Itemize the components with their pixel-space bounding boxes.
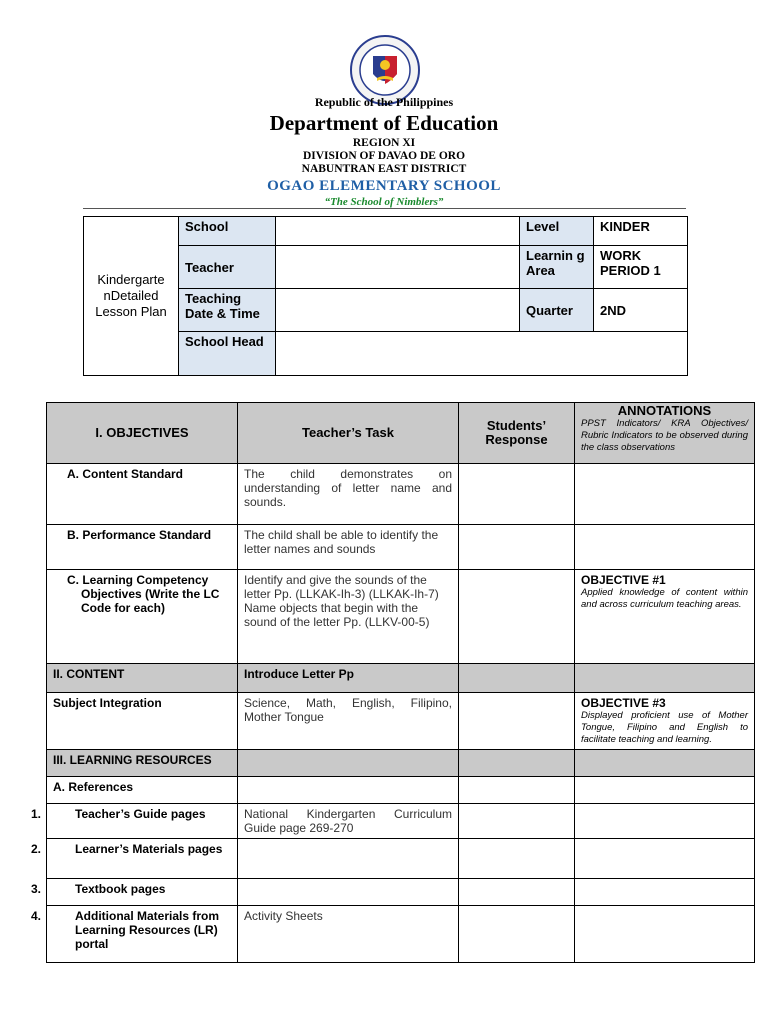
subject-integration-task: Science, Math, English, Filipino, Mother Tongue bbox=[238, 693, 459, 750]
performance-standard-annotation[interactable] bbox=[575, 525, 755, 570]
content-standard-label: A. Content Standard bbox=[47, 464, 238, 525]
table-row bbox=[47, 693, 755, 750]
table-row bbox=[47, 525, 755, 570]
learners-materials-label: 2. Learner’s Materials pages bbox=[47, 839, 238, 879]
teaching-date-field[interactable] bbox=[276, 289, 520, 332]
subject-integration-response[interactable] bbox=[459, 693, 575, 750]
objective-1-title: OBJECTIVE #1 bbox=[581, 573, 666, 587]
textbook-pages-annotation[interactable] bbox=[575, 879, 755, 906]
competency-task-1: Identify and give the sounds of the letter Pp. (LLKAK-Ih-3) (LLKAK-Ih-7) bbox=[244, 573, 439, 601]
level-label: Level bbox=[520, 217, 594, 246]
table-row bbox=[47, 804, 755, 839]
learning-resources-task bbox=[238, 750, 459, 777]
district-text: NABUNTRAN EAST DISTRICT bbox=[301, 163, 467, 175]
annotations-header bbox=[575, 403, 755, 464]
references-task[interactable] bbox=[238, 777, 459, 804]
references-annotation[interactable] bbox=[575, 777, 755, 804]
learners-materials-annotation[interactable] bbox=[575, 839, 755, 879]
republic-text: Republic of the Philippines bbox=[314, 95, 454, 109]
table-row bbox=[47, 906, 755, 963]
department-title: Department of Education bbox=[269, 111, 499, 135]
teacher-field[interactable] bbox=[276, 246, 520, 289]
teachers-guide-task: National Kindergarten Curriculum Guide page 269-270 bbox=[238, 804, 459, 839]
quarter-label: Quarter bbox=[520, 289, 594, 332]
performance-standard-label: B. Performance Standard bbox=[47, 525, 238, 570]
learning-competency-task bbox=[238, 570, 459, 664]
objective-3-title: OBJECTIVE #3 bbox=[581, 696, 666, 710]
learning-resources-response bbox=[459, 750, 575, 777]
performance-standard-task: The child shall be able to identify the letter names and sounds bbox=[238, 525, 459, 570]
table-header-row bbox=[47, 403, 755, 464]
objective-1-text: Applied knowledge of content within and across curriculum teaching areas. bbox=[581, 587, 748, 610]
learning-resources-label: III. LEARNING RESOURCES bbox=[47, 750, 238, 777]
table-row bbox=[47, 777, 755, 804]
school-head-field[interactable] bbox=[276, 332, 688, 376]
info-table bbox=[83, 216, 688, 376]
school-name: OGAO ELEMENTARY SCHOOL bbox=[267, 178, 501, 194]
content-section-task: Introduce Letter Pp bbox=[238, 664, 459, 693]
teaching-date-label: Teaching Date & Time bbox=[179, 289, 276, 332]
lesson-plan-title: Kindergarte nDetailed Lesson Plan bbox=[84, 217, 179, 376]
region-text: REGION XI bbox=[352, 137, 416, 149]
competency-task-2: Name objects that begin with the sound of the letter Pp. (LLKV-00-5) bbox=[244, 601, 430, 629]
level-value: KINDER bbox=[594, 217, 688, 246]
additional-materials-label: 4. Additional Materials from Learning Resources (LR) portal bbox=[47, 906, 238, 963]
subject-integration-label: Subject Integration bbox=[47, 693, 238, 750]
references-label: A. References bbox=[47, 777, 238, 804]
learning-competency-annotation bbox=[575, 570, 755, 664]
learning-competency-response[interactable] bbox=[459, 570, 575, 664]
subject-integration-annotation bbox=[575, 693, 755, 750]
learning-resources-annotation bbox=[575, 750, 755, 777]
content-standard-response[interactable] bbox=[459, 464, 575, 525]
content-section-response bbox=[459, 664, 575, 693]
school-field[interactable] bbox=[276, 217, 520, 246]
table-row bbox=[47, 570, 755, 664]
content-section-label: II. CONTENT bbox=[47, 664, 238, 693]
teachers-guide-label: 1. Teacher’s Guide pages bbox=[47, 804, 238, 839]
learners-materials-response[interactable] bbox=[459, 839, 575, 879]
content-standard-annotation[interactable] bbox=[575, 464, 755, 525]
teachers-guide-annotation[interactable] bbox=[575, 804, 755, 839]
school-label: School bbox=[179, 217, 276, 246]
content-standard-task: The child demonstrates on understanding of letter name and sounds. bbox=[238, 464, 459, 525]
objective-3-text: Displayed proficient use of Mother Tongue, Filipino and English to facilitate teaching and learning. bbox=[581, 710, 748, 745]
learners-materials-task[interactable] bbox=[238, 839, 459, 879]
table-row bbox=[47, 879, 755, 906]
learning-competency-label: C. Learning Competency Objectives (Write the LC Code for each) bbox=[47, 570, 238, 664]
annotations-note: PPST Indicators/ KRA Objectives/ Rubric Indicators to be observed during the class observations bbox=[581, 418, 748, 453]
students-response-header: Students’ Response bbox=[459, 403, 575, 464]
teachers-guide-response[interactable] bbox=[459, 804, 575, 839]
performance-standard-response[interactable] bbox=[459, 525, 575, 570]
textbook-pages-response[interactable] bbox=[459, 879, 575, 906]
table-row bbox=[47, 750, 755, 777]
header-divider bbox=[83, 208, 686, 209]
textbook-pages-label: 3. Textbook pages bbox=[47, 879, 238, 906]
quarter-value: 2ND bbox=[594, 289, 688, 332]
content-section-annotation bbox=[575, 664, 755, 693]
teacher-label: Teacher bbox=[179, 246, 276, 289]
division-text: DIVISION OF DAVAO DE ORO bbox=[302, 150, 466, 162]
annotations-title: ANNOTATIONS bbox=[617, 403, 712, 418]
table-row bbox=[47, 664, 755, 693]
objectives-header: I. OBJECTIVES bbox=[47, 403, 238, 464]
additional-materials-response[interactable] bbox=[459, 906, 575, 963]
lesson-plan-table bbox=[31, 402, 755, 963]
learning-area-label: Learnin g Area bbox=[520, 246, 594, 289]
additional-materials-task: Activity Sheets bbox=[238, 906, 459, 963]
references-response[interactable] bbox=[459, 777, 575, 804]
teacher-task-header: Teacher’s Task bbox=[238, 403, 459, 464]
school-motto: “The School of Nimblers” bbox=[324, 196, 444, 208]
school-head-label: School Head bbox=[179, 332, 276, 376]
additional-materials-annotation[interactable] bbox=[575, 906, 755, 963]
learning-area-value: WORK PERIOD 1 bbox=[594, 246, 688, 289]
textbook-pages-task[interactable] bbox=[238, 879, 459, 906]
table-row bbox=[47, 839, 755, 879]
table-row bbox=[47, 464, 755, 525]
